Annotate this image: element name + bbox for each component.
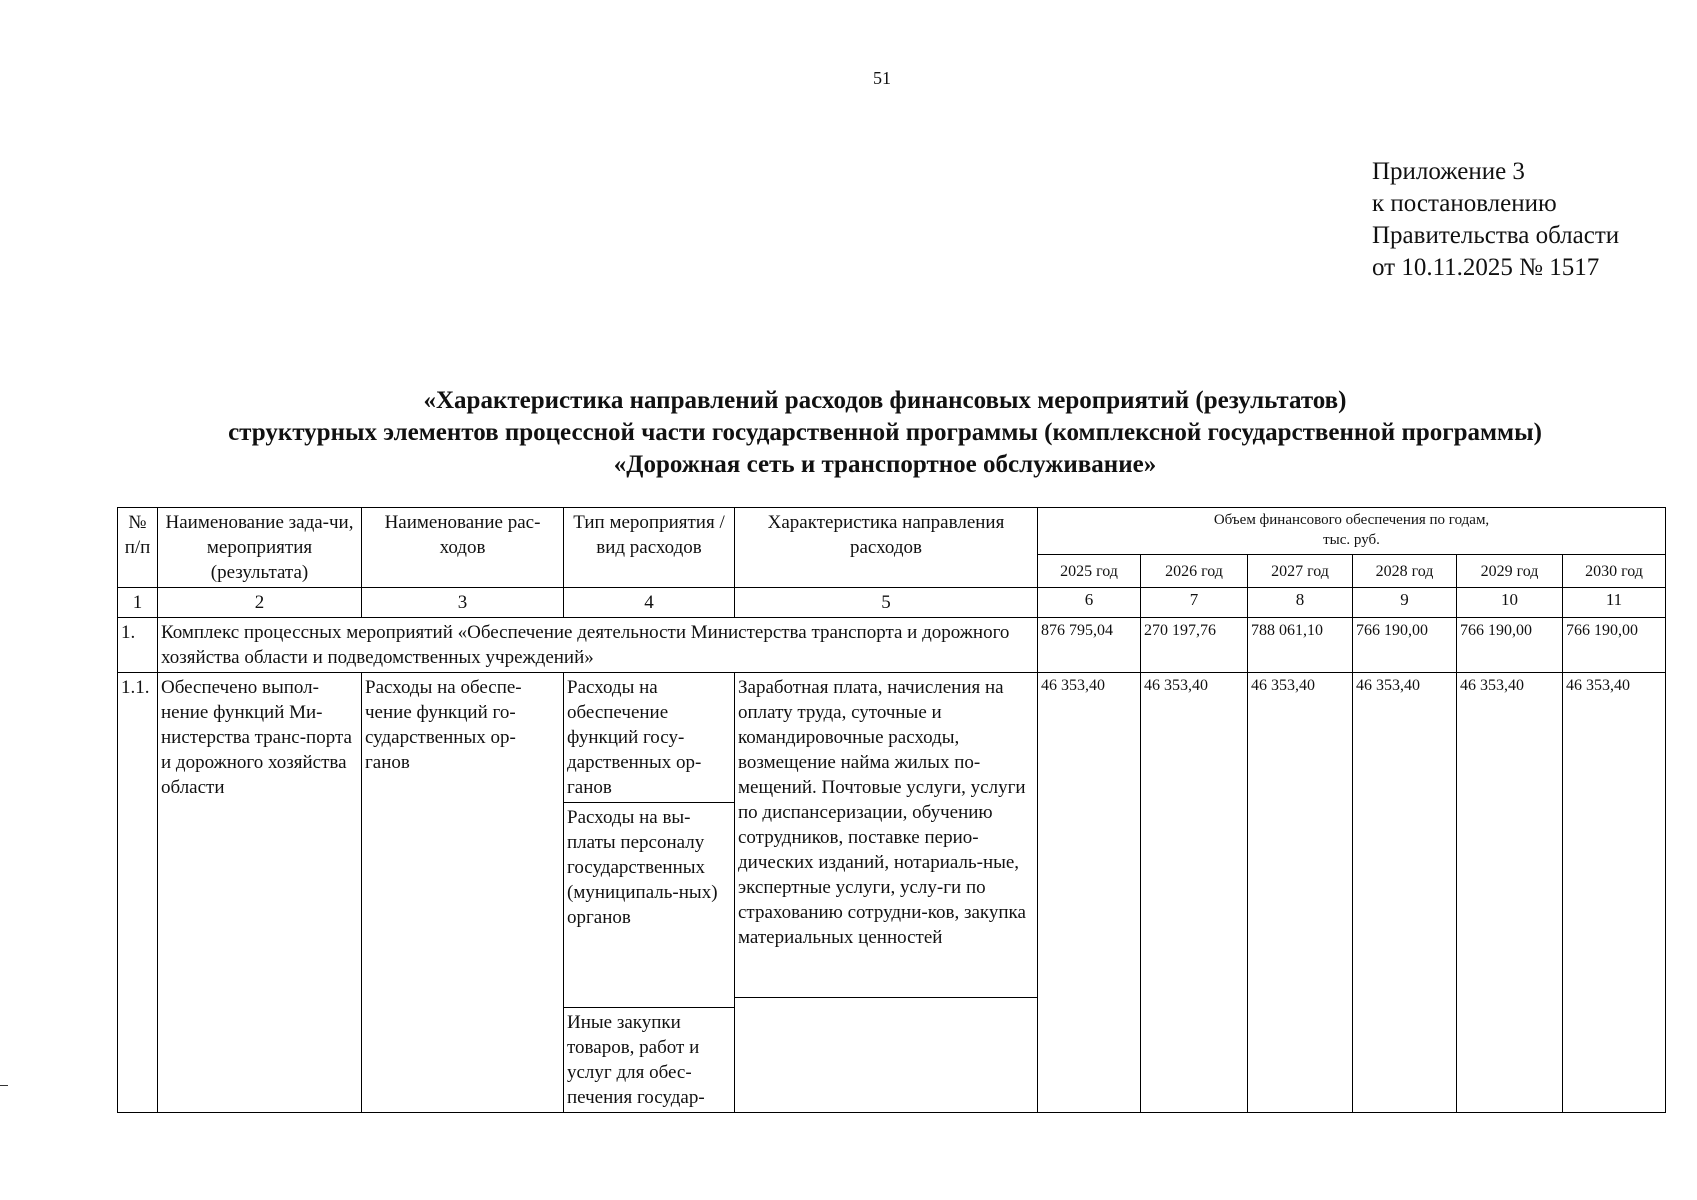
header-funding-label: Объем финансового обеспечения по годам,: [1213, 512, 1490, 528]
column-number-7: 7: [1141, 588, 1248, 618]
appendix-line-4: от 10.11.2025 № 1517: [1372, 254, 1600, 281]
row-1-num: 1.: [118, 618, 158, 673]
scan-margin-mark: [0, 1085, 8, 1086]
header-funding-unit: тыс. руб.: [1323, 532, 1380, 548]
column-number-1: 1: [118, 588, 158, 618]
row-1-1-type-subtable: [564, 673, 734, 1112]
column-number-5: 5: [735, 588, 1038, 618]
appendix-line-1: Приложение 3: [1372, 158, 1525, 185]
row-1-1-value-2027: 46 353,40: [1248, 673, 1353, 1113]
row-1-1-value-2026: 46 353,40: [1141, 673, 1248, 1113]
header-year-2026: 2026 год: [1141, 555, 1248, 588]
column-number-6: 6: [1038, 588, 1141, 618]
row-1-1-type-cell: [564, 673, 735, 1113]
column-number-9: 9: [1353, 588, 1457, 618]
appendix-line-3: Правительства области: [1372, 222, 1620, 249]
row-1-description: Комплекс процессных мероприятий «Обеспечение деятельности Министерства транспорта и дорожного хозяйства области и подведомственных учреждений»: [158, 618, 1038, 673]
row-1-1-num: 1.1.: [118, 673, 158, 1113]
header-year-2025: 2025 год: [1038, 555, 1141, 588]
row-1-1-type-2: Расходы на вы-платы персоналу государственных (муниципаль-ных) органов: [564, 803, 734, 1008]
row-1-1-task: Обеспечено выпол-нение функций Ми-нистерства транс-порта и дорожного хозяйства области: [158, 673, 362, 1113]
row-1-1-expense-name: Расходы на обеспе-чение функций го-сударственных ор-ганов: [362, 673, 564, 1113]
document-title: [120, 385, 1650, 481]
row-1-1-type-1: Расходы на обеспечение функций госу-дарственных ор-ганов: [564, 673, 734, 803]
row-1-1-type-3: Иные закупки товаров, работ и услуг для обес-печения государ-: [567, 1012, 705, 1108]
table-row-1-1: [118, 673, 1666, 1113]
row-1-1-value-2029: 46 353,40: [1457, 673, 1563, 1113]
header-task: Наименование зада-чи, мероприятия (результата): [158, 508, 362, 588]
header-year-2029: 2029 год: [1457, 555, 1563, 588]
header-year-2028: 2028 год: [1353, 555, 1457, 588]
header-year-2030: 2030 год: [1563, 555, 1666, 588]
column-number-4: 4: [564, 588, 735, 618]
header-row-1: [118, 508, 1666, 555]
row-1-value-2025: 876 795,04: [1038, 618, 1141, 673]
row-1-1-value-2025: 46 353,40: [1038, 673, 1141, 1113]
row-1-1-value-2030: 46 353,40: [1563, 673, 1666, 1113]
title-line-3: «Дорожная сеть и транспортное обслуживание»: [613, 451, 1157, 478]
column-number-8: 8: [1248, 588, 1353, 618]
column-number-row: [118, 588, 1666, 618]
column-number-11: 11: [1563, 588, 1666, 618]
appendix-line-2: к постановлению: [1372, 190, 1557, 217]
title-line-1: «Характеристика направлений расходов финансовых мероприятий (результатов): [423, 387, 1347, 414]
column-number-3: 3: [362, 588, 564, 618]
header-num: № п/п: [118, 508, 158, 588]
row-1-value-2026: 270 197,76: [1141, 618, 1248, 673]
row-1-value-2030: 766 190,00: [1563, 618, 1666, 673]
row-1-1-characteristic-subtable: [735, 673, 1037, 1100]
table-row-1: [118, 618, 1666, 673]
row-1-value-2028: 766 190,00: [1353, 618, 1457, 673]
row-1-1-characteristic-empty: [735, 998, 1037, 1101]
header-funding: [1038, 508, 1666, 555]
header-expense-name: Наименование рас-ходов: [362, 508, 564, 588]
column-number-2: 2: [158, 588, 362, 618]
header-characteristic: Характеристика направления расходов: [735, 508, 1038, 588]
row-1-value-2029: 766 190,00: [1457, 618, 1563, 673]
header-type: Тип мероприятия / вид расходов: [564, 508, 735, 588]
row-1-value-2027: 788 061,10: [1248, 618, 1353, 673]
expenditure-table: [117, 507, 1666, 1113]
row-1-1-characteristic-cell: [735, 673, 1038, 1113]
row-1-1-value-2028: 46 353,40: [1353, 673, 1457, 1113]
row-1-1-characteristic: Заработная плата, начисления на оплату труда, суточные и командировочные расходы, возмещение найма жилых по-мещений. Почтовые услуги, услуги по диспансеризации, обучению сотрудников, поставке перио-дических изданий, нотариаль-ные, экспертные услуги, услу-ги по страхованию сотрудни-ков, закупка материальных ценностей: [735, 673, 1037, 998]
header-year-2027: 2027 год: [1248, 555, 1353, 588]
page-number: 51: [873, 68, 891, 88]
appendix-block: [1372, 156, 1619, 284]
column-number-10: 10: [1457, 588, 1563, 618]
title-line-2: структурных элементов процессной части государственной программы (комплексной государственной программы): [228, 419, 1542, 446]
